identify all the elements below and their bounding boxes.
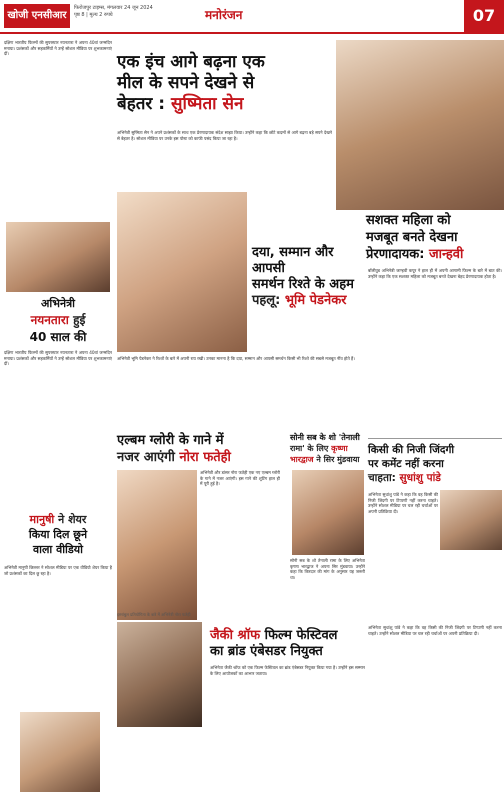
jackie-headline: जैकी श्रॉफ फिल्म फेस्टिवल का ब्रांड एंबेसडर नियुक्त	[210, 628, 338, 659]
sudhanshu-photo	[440, 490, 502, 550]
sudhanshu-body: अभिनेता सुधांशु पांडे ने कहा कि वह किसी की निजी जिंदगी पर टिप्पणी नहीं करना चाहते। उन्होंने सोशल मीडिया पर चल रही चर्चाओं पर अपनी प्रतिक्रिया दी।	[368, 492, 438, 514]
masthead-date	[74, 5, 194, 19]
sudhanshu-headline: किसी की निजी जिंदगी पर कमेंट नहीं करना चाहता: सुधांशु पांडे	[368, 438, 502, 485]
date-line: फिरोजपुर टाइम्स, मंगलवार 24 जून 2024	[74, 5, 153, 11]
nora-headline: एल्बम ग्लोरी के गाने में नजर आएंगी नोरा फतेही	[117, 433, 231, 465]
section-title: मनोरंजन	[205, 8, 243, 22]
manushi-body: अभिनेत्री मानुषी छिल्लर ने सोशल मीडिया पर एक वीडियो शेयर किया है जो प्रशंसकों का दिल छू रहा है।	[4, 565, 112, 576]
bhumi-photo	[117, 192, 247, 352]
janhvi-headline: सशक्त महिला को मजबूत बनते देखना प्रेरणादायक: जान्हवी	[366, 213, 464, 262]
sushmita-body: अभिनेत्री सुष्मिता सेन ने अपने प्रशंसकों के साथ एक प्रेरणादायक संदेश साझा किया। उन्होंने कहा कि छोटे कदमों से आगे बढ़ना बड़े सपने देखने से बेहतर है। सोशल मीडिया पर उनके इस पोस्ट को काफी पसंद किया जा रहा है।	[117, 130, 332, 141]
page-number: 07	[464, 0, 504, 32]
manushi-headline: मानुषी ने शेयर किया दिल छूने वाला वीडियो	[28, 513, 88, 556]
masthead	[0, 0, 504, 34]
krishna-photo	[292, 470, 364, 555]
right-column-text-bottom: अभिनेता सुधांशु पांडे ने कहा कि वह किसी की निजी जिंदगी पर टिप्पणी नहीं करना चाहते। उन्होंने सोशल मीडिया पर चल रही चर्चाओं पर अपनी प्रतिक्रिया दी।	[368, 625, 502, 636]
jackie-body: अभिनेता जैकी श्रॉफ को एक फिल्म फेस्टिवल का ब्रांड एंबेसडर नियुक्त किया गया है। उन्होंने इस सम्मान के लिए आयोजकों का आभार जताया।	[210, 665, 365, 676]
bhumi-headline: दया, सम्मान और आपसी समर्थन रिश्ते के अहम पहलू: भूमि पेडनेकर	[252, 245, 354, 308]
sushmita-photo	[336, 40, 504, 210]
bhumi-body: अभिनेत्री भूमि पेडनेकर ने रिश्तों के बारे में अपनी राय रखी। उनका मानना है कि दया, सम्मान और आपसी समर्थन किसी भी रिश्ते की सबसे मजबूत नींव होते हैं।	[117, 356, 355, 361]
nayanthara-photo	[6, 222, 110, 292]
nayanthara-headline: अभिनेत्री नयनतारा हुई 40 साल की	[29, 297, 87, 344]
left-column-text-top: दक्षिण भारतीय फिल्मों की सुपरस्टार नयनतारा ने अपना 40वां जन्मदिन मनाया। प्रशंसकों और सहकर्मियों ने उन्हें सोशल मीडिया पर शुभकामनाएं दीं।	[4, 40, 112, 57]
jackie-photo	[117, 622, 202, 727]
nora-caption: इस्तांबुल प्रतियोगिता के बारे में अभिनेत्री नोरा फतेही	[117, 612, 191, 617]
krishna-headline: सोनी सब के शो 'तेनाली रामा' के लिए कृष्णा भारद्वाज ने सिर मुंडवाया	[290, 433, 360, 464]
krishna-body: सोनी सब के शो तेनाली रामा के लिए अभिनेता कृष्णा भारद्वाज ने अपना सिर मुंडवाया। उन्होंने कहा कि किरदार की मांग के अनुसार यह जरूरी था।	[290, 558, 365, 580]
sub-line: पृष्ठ 8 | मूल्य 2 रुपये	[74, 12, 113, 18]
janhvi-body: बॉलीवुड अभिनेत्री जान्हवी कपूर ने हाल ही में अपनी आगामी फिल्म के बारे में बात की। उन्होंने कहा कि एक सशक्त महिला को मजबूत बनते देखना बेहद प्रेरणादायक होता है।	[368, 268, 502, 279]
nora-body: अभिनेत्री और डांसर नोरा फतेही एक नए एल्बम ग्लोरी के गाने में नजर आएंगी। इस गाने की शूटिंग हाल ही में पूरी हुई है।	[200, 470, 280, 487]
nora-photo	[117, 470, 197, 620]
manushi-photo	[20, 712, 100, 792]
nayanthara-body: दक्षिण भारतीय फिल्मों की सुपरस्टार नयनतारा ने अपना 40वां जन्मदिन मनाया। प्रशंसकों और सहकर्मियों ने उन्हें सोशल मीडिया पर शुभकामनाएं दीं।	[4, 350, 112, 367]
newspaper-logo: खोजी एनसीआर	[4, 4, 70, 28]
sushmita-headline: एक इंच आगे बढ़ना एक मील के सपने देखने से बेहतर : सुष्मिता सेन	[117, 52, 265, 114]
